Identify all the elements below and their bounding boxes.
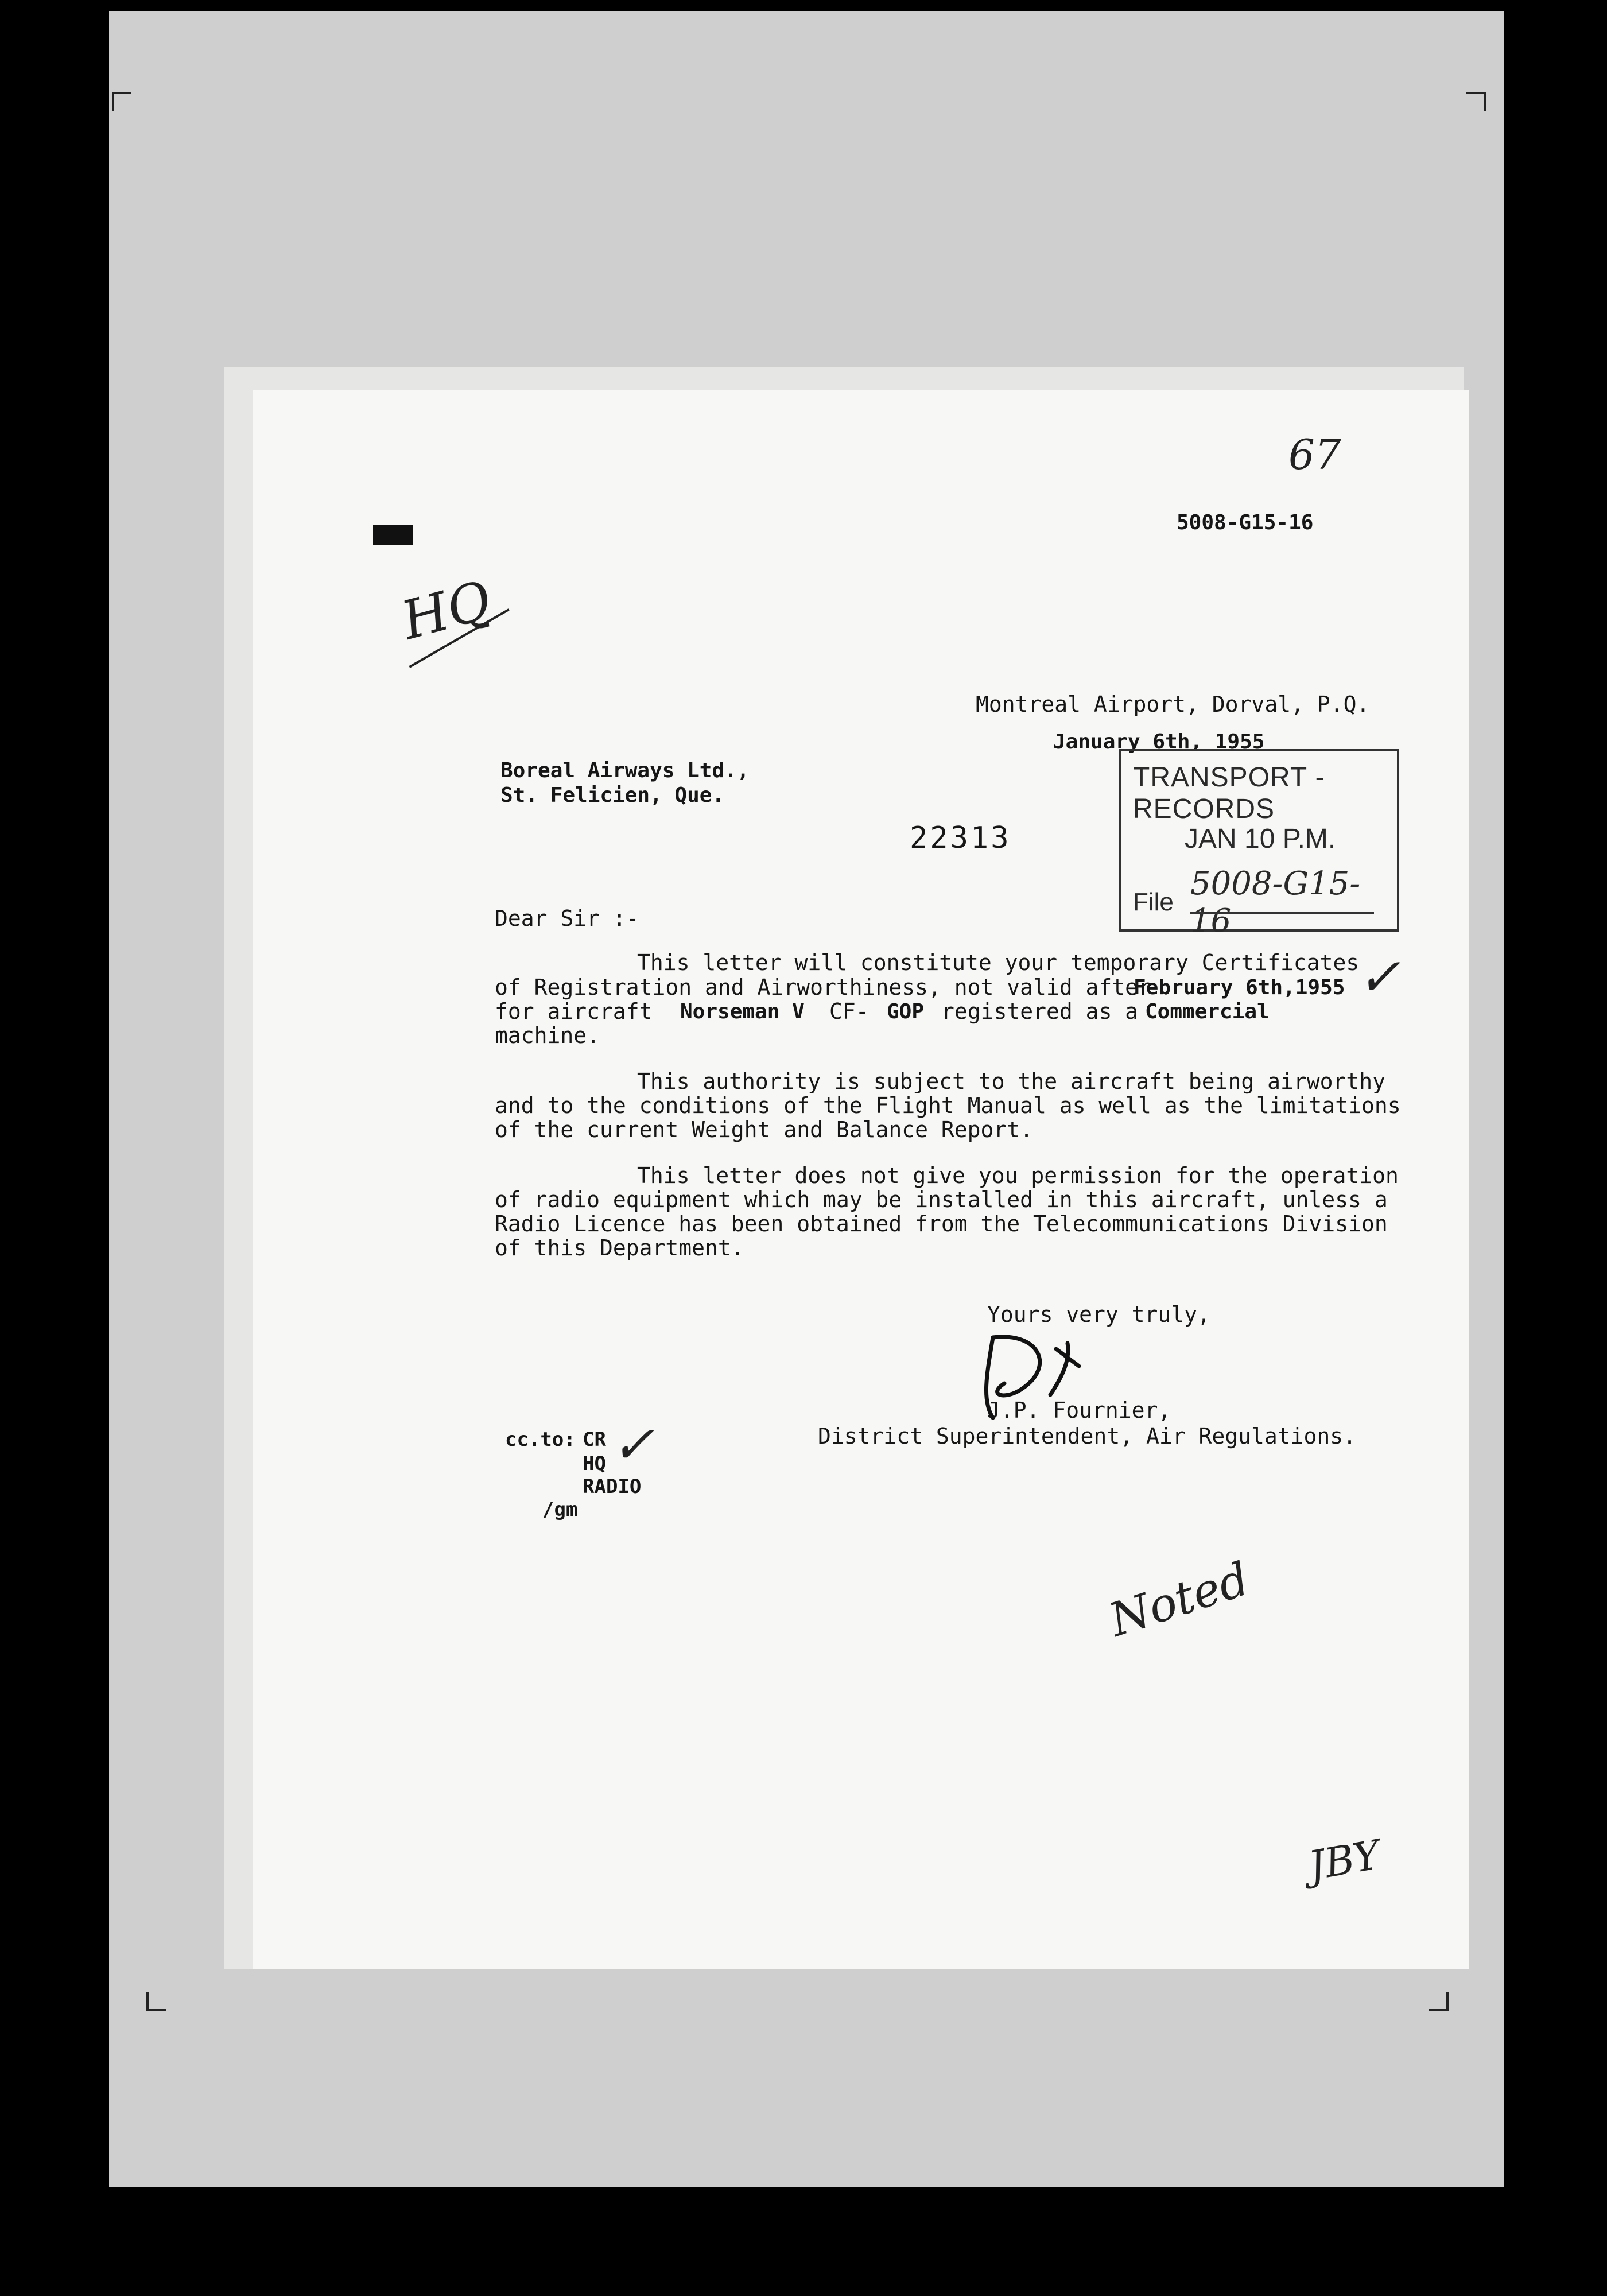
records-stamp bbox=[1119, 749, 1399, 940]
aircraft-type: Norseman V bbox=[680, 1000, 805, 1023]
para1-line3-b: CF- bbox=[829, 999, 869, 1024]
cc-label: cc.to: bbox=[505, 1428, 576, 1451]
para1-line1: This letter will constitute your temporary Certificates bbox=[637, 950, 1360, 975]
page-number: 67 bbox=[1288, 430, 1341, 479]
reference-number: 22313 bbox=[910, 821, 1011, 855]
checkmark: ✓ bbox=[1357, 947, 1401, 1007]
stamp-file-line bbox=[1190, 912, 1374, 914]
flag-tab bbox=[373, 525, 413, 545]
para2-line1: This authority is subject to the aircraft being airworthy bbox=[637, 1069, 1386, 1094]
letter-date: January 6th, 1955 bbox=[1053, 730, 1265, 754]
signer-name: J.P. Fournier, bbox=[987, 1398, 1171, 1423]
para1-line2: of Registration and Airworthiness, not valid after bbox=[495, 975, 1151, 1000]
stamp-date: JAN 10 P.M. bbox=[1185, 824, 1336, 854]
typist-initials: /gm bbox=[542, 1498, 578, 1521]
noted-annotation: Noted bbox=[1103, 1552, 1256, 1647]
crop-mark bbox=[1466, 92, 1486, 111]
crop-mark bbox=[112, 92, 131, 111]
cc-item-radio: RADIO bbox=[583, 1475, 642, 1498]
salutation: Dear Sir :- bbox=[495, 906, 639, 931]
valid-until-date: February 6th,1955 bbox=[1134, 976, 1345, 999]
para3-line3: Radio Licence has been obtained from the Telecommunications Division bbox=[495, 1211, 1388, 1236]
aircraft-category: Commercial bbox=[1145, 1000, 1270, 1023]
stamp-title: TRANSPORT - RECORDS bbox=[1133, 762, 1325, 824]
crop-mark bbox=[1429, 1992, 1449, 2011]
recipient-address: St. Felicien, Que. bbox=[500, 784, 725, 807]
cc-item-hq: HQ bbox=[583, 1452, 606, 1475]
para1-line3-c: registered as a bbox=[941, 999, 1139, 1024]
stamp-file-label: File bbox=[1133, 888, 1174, 916]
cc-item-cr: CR bbox=[583, 1428, 606, 1451]
registration-mark: GOP bbox=[887, 1000, 925, 1023]
crop-mark bbox=[146, 1992, 166, 2011]
recipient-name: Boreal Airways Ltd., bbox=[500, 759, 750, 782]
para3-line1: This letter does not give you permission for the operation bbox=[637, 1163, 1399, 1188]
para1-line4: machine. bbox=[495, 1023, 600, 1048]
file-reference: 5008-G15-16 bbox=[1177, 511, 1314, 534]
closing: Yours very truly, bbox=[987, 1302, 1210, 1327]
para3-line4: of this Department. bbox=[495, 1235, 744, 1261]
para2-line2: and to the conditions of the Flight Manual as well as the limitations bbox=[495, 1093, 1401, 1118]
para1-line3-a: for aircraft bbox=[495, 999, 653, 1024]
hq-mark: HQ bbox=[395, 569, 498, 652]
para2-line3: of the current Weight and Balance Report. bbox=[495, 1117, 1033, 1142]
signer-title: District Superintendent, Air Regulations. bbox=[818, 1424, 1356, 1449]
para3-line2: of radio equipment which may be installed in this aircraft, unless a bbox=[495, 1187, 1388, 1212]
stamp-file-value: 5008-G15-16 bbox=[1190, 865, 1361, 940]
initials-annotation: JBY bbox=[1305, 1830, 1384, 1890]
cc-checkmark: ✓ bbox=[611, 1415, 655, 1475]
origin-line: Montreal Airport, Dorval, P.Q. bbox=[976, 692, 1370, 717]
